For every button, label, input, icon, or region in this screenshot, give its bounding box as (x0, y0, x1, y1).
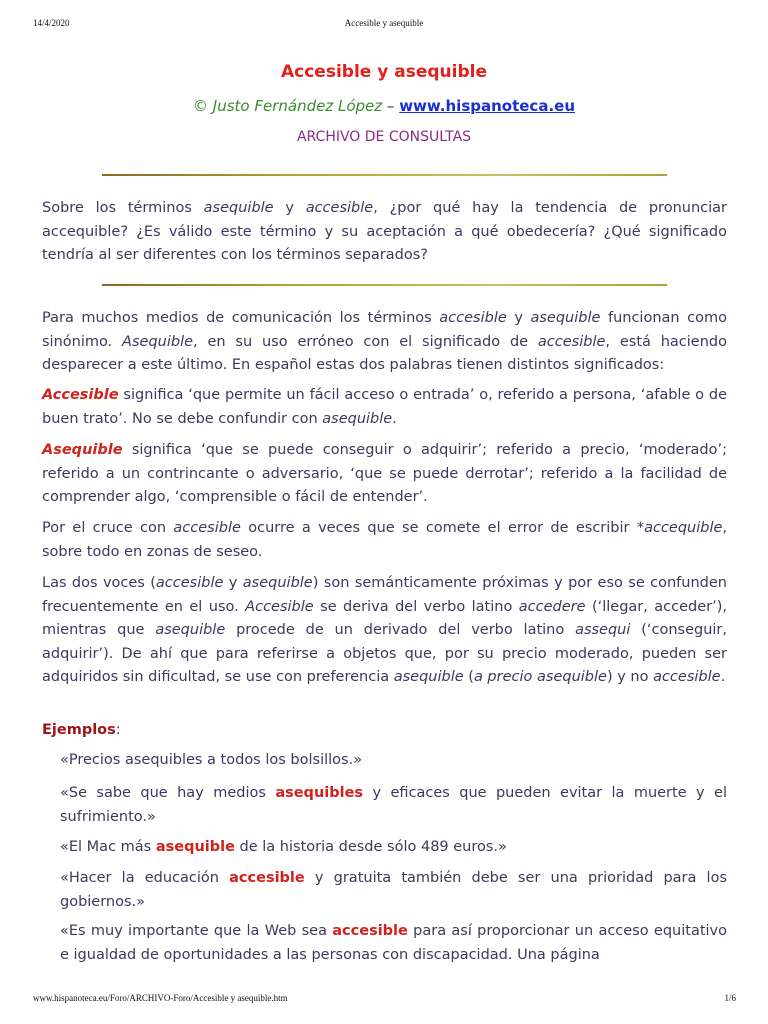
archive-heading: ARCHIVO DE CONSULTAS (296, 129, 472, 145)
question-paragraph: Sobre los términos asequible y accesible, ¿por qué hay la tendencia de pronunciar accequible? ¿Es válido este término y su aceptación a qué obedecería? ¿Qué significado tendría al ser diferentes con los términos separados? (42, 200, 727, 263)
author-line (0, 97, 768, 115)
ejemplos-heading: Ejemplos: (42, 722, 121, 738)
voces-paragraph: Las dos voces (accesible y asequible) son semánticamente próximas y por eso se confunden frecuentemente en el uso. Accesible se deriva del verbo latino accedere (‘llegar, acceder’), mientras que asequible procede de un derivado del verbo latino assequi (‘conseguir, adquirir’). De ahí que para referirse a objetos que, por su precio moderado, pueden ser adquiridos sin dificultad, se use con preferencia asequible (a precio asequible) y no accesible. (42, 575, 728, 685)
example-5: «Es muy importante que la Web sea accesible para así proporcionar un acceso equitativo e igualdad de oportunidades a las personas con discapacidad. Una página (60, 923, 727, 963)
author-dash: – (386, 97, 395, 115)
print-url: www.hispanoteca.eu/Foro/ARCHIVO-Foro/Accesible y asequible.htm (33, 993, 288, 1003)
divider-rule (102, 284, 667, 286)
page-title: Accesible y asequible (281, 62, 487, 82)
example-1: «Precios asequibles a todos los bolsillos.» (60, 752, 363, 768)
site-link[interactable]: www.hispanoteca.eu (399, 97, 575, 115)
term-accesible: Accesible (42, 387, 119, 403)
print-date: 14/4/2020 (33, 18, 70, 28)
print-page-number: 1/6 (724, 993, 736, 1003)
example-4: «Hacer la educación accesible y gratuita también debe ser una prioridad para los gobiernos.» (60, 870, 727, 910)
author-name: © Justo Fernández López (193, 97, 383, 115)
intro-paragraph: Para muchos medios de comunicación los términos accesible y asequible funcionan como sinónimo. Asequible, en su uso erróneo con el significado de accesible, está haciendo desparecer a este último. En español estas dos palabras tienen distintos significados: (42, 310, 727, 373)
divider-rule (102, 174, 667, 176)
cruce-paragraph: Por el cruce con accesible ocurre a veces que se comete el error de escribir *accequible, sobre todo en zonas de seseo. (42, 520, 728, 560)
print-title: Accesible y asequible (344, 18, 424, 28)
definition-accesible: Accesible significa ‘que permite un fácil acceso o entrada’ o, referido a persona, ‘afable o de buen trato’. No se debe confundir con asequible. (42, 387, 727, 427)
example-3: «El Mac más asequible de la historia desde sólo 489 euros.» (60, 839, 507, 855)
example-2: «Se sabe que hay medios asequibles y eficaces que pueden evitar la muerte y el sufrimiento.» (60, 785, 727, 825)
definition-asequible: Asequible significa ‘que se puede conseguir o adquirir’; referido a precio, ‘moderado’; referido a un contrincante o adversario, ‘que se puede derrotar’; referido a la facilidad de comprender algo, ‘comprensible o fácil de entender’. (42, 442, 727, 505)
term-asequible: Asequible (42, 442, 123, 458)
